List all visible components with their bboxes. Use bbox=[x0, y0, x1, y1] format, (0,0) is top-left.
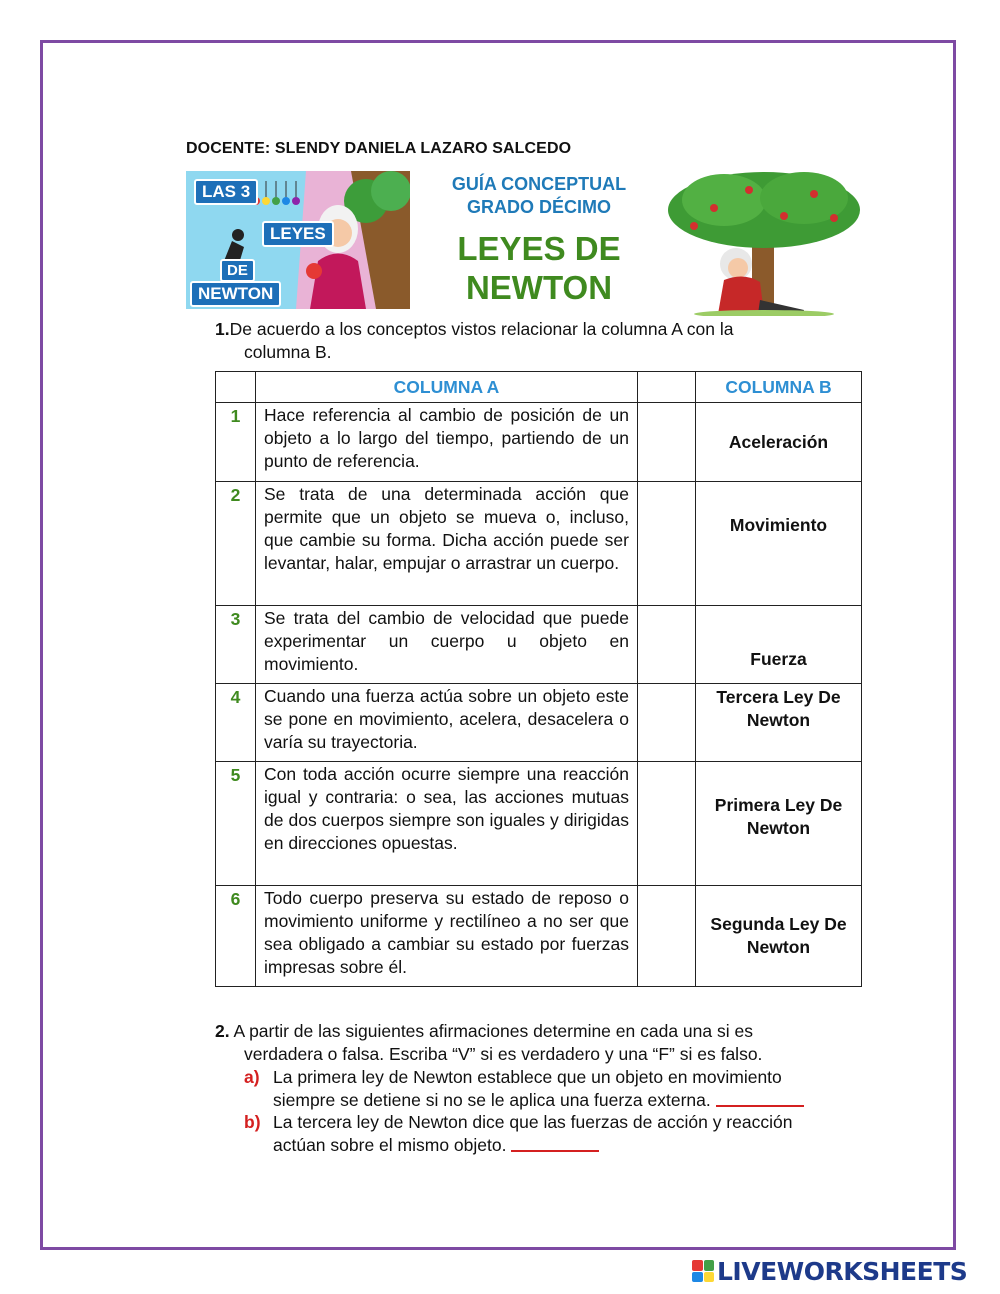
row-description: Con toda acción ocurre siempre una reacción igual y contraria: o sea, las acciones mutuas de dos cuerpos siempre son iguales y dirigidas en direcciones opuestas. bbox=[256, 762, 638, 886]
question-1-number: 1. bbox=[215, 319, 230, 339]
guide-line-1: GUÍA CONCEPTUAL bbox=[451, 174, 627, 194]
brand-name: LIVEWORKSHEETS bbox=[717, 1256, 968, 1286]
question-2-text-line-2: verdadera o falsa. Escriba “V” si es verdadero y una “F” si es falso. bbox=[244, 1044, 763, 1064]
answer-box[interactable] bbox=[638, 762, 696, 886]
row-number: 1 bbox=[216, 403, 256, 482]
banner-text-1: LAS 3 bbox=[194, 179, 258, 205]
liveworksheets-logo bbox=[692, 1254, 967, 1288]
row-description: Todo cuerpo preserva su estado de reposo o movimiento uniforme y rectilíneo a no ser que sea obligado a cambiar su estado por fuerzas impresas sobre él. bbox=[256, 886, 638, 987]
question-2 bbox=[215, 1020, 861, 1066]
table-row bbox=[216, 482, 862, 606]
question-2-text-line-1: A partir de las siguientes afirmaciones determine en cada una si es bbox=[229, 1021, 753, 1041]
column-b-header: COLUMNA B bbox=[696, 372, 862, 403]
row-description: Se trata de una determinada acción que permite que un objeto se mueva o, incluso, que cambie su forma. Dicha acción puede ser levantar, halar, empujar o arrastrar un cuerpo. bbox=[256, 482, 638, 606]
row-description: Hace referencia al cambio de posición de un objeto a lo largo del tiempo, partiendo de un punto de referencia. bbox=[256, 403, 638, 482]
guide-title bbox=[424, 173, 654, 219]
table-header-row bbox=[216, 372, 862, 403]
banner-text-4: NEWTON bbox=[190, 281, 281, 307]
column-b-option: Tercera Ley De Newton bbox=[696, 684, 862, 762]
answer-box[interactable] bbox=[638, 482, 696, 606]
title-line-2: NEWTON bbox=[465, 269, 613, 306]
row-number: 6 bbox=[216, 886, 256, 987]
row-number: 5 bbox=[216, 762, 256, 886]
liveworksheets-icon bbox=[692, 1260, 714, 1282]
newton-laws-banner-image bbox=[186, 171, 410, 309]
answer-box[interactable] bbox=[638, 403, 696, 482]
question-2-number: 2. bbox=[215, 1021, 230, 1041]
banner-text-3: DE bbox=[220, 259, 255, 282]
row-description: Cuando una fuerza actúa sobre un objeto este se pone en movimiento, acelera, desacelera o varía su trayectoria. bbox=[256, 684, 638, 762]
row-description: Se trata del cambio de velocidad que puede experimentar un cuerpo u objeto en movimiento. bbox=[256, 606, 638, 684]
statement-b bbox=[244, 1111, 861, 1157]
statement-b-label: b) bbox=[244, 1112, 261, 1132]
row-number: 2 bbox=[216, 482, 256, 606]
statement-b-line-2: actúan sobre el mismo objeto. bbox=[273, 1135, 512, 1155]
question-1-text-line-1: De acuerdo a los conceptos vistos relacionar la columna A con la bbox=[229, 319, 734, 339]
teacher-name: DOCENTE: SLENDY DANIELA LAZARO SALCEDO bbox=[186, 140, 572, 157]
statement-a-line-1: La primera ley de Newton establece que un objeto en movimiento bbox=[273, 1067, 782, 1087]
answer-box[interactable] bbox=[638, 886, 696, 987]
column-b-option: Segunda Ley De Newton bbox=[696, 886, 862, 987]
guide-line-2: GRADO DÉCIMO bbox=[467, 197, 611, 217]
table-row bbox=[216, 684, 862, 762]
banner-text-2: LEYES bbox=[262, 221, 334, 247]
question-1 bbox=[215, 318, 861, 364]
statement-a bbox=[244, 1066, 861, 1112]
answer-b-blank[interactable] bbox=[511, 1134, 599, 1152]
title-line-1: LEYES DE bbox=[457, 230, 621, 267]
header-empty-num bbox=[216, 372, 256, 403]
column-b-option: Movimiento bbox=[696, 482, 862, 606]
newton-tree-image bbox=[664, 168, 862, 316]
row-number: 3 bbox=[216, 606, 256, 684]
answer-a-blank[interactable] bbox=[716, 1089, 804, 1107]
column-b-option: Fuerza bbox=[696, 606, 862, 684]
header-empty-answer bbox=[638, 372, 696, 403]
column-a-header: COLUMNA A bbox=[256, 372, 638, 403]
page-title bbox=[424, 229, 654, 307]
table-row bbox=[216, 403, 862, 482]
column-b-option: Aceleración bbox=[696, 403, 862, 482]
statement-b-line-1: La tercera ley de Newton dice que las fuerzas de acción y reacción bbox=[273, 1112, 793, 1132]
column-b-option: Primera Ley De Newton bbox=[696, 762, 862, 886]
row-number: 4 bbox=[216, 684, 256, 762]
table-row bbox=[216, 762, 862, 886]
table-row bbox=[216, 886, 862, 987]
table-row bbox=[216, 606, 862, 684]
statement-a-line-2: siempre se detiene si no se le aplica una fuerza externa. bbox=[273, 1090, 716, 1110]
matching-table bbox=[215, 371, 862, 987]
question-1-text-line-2: columna B. bbox=[244, 342, 332, 362]
statement-a-label: a) bbox=[244, 1067, 260, 1087]
answer-box[interactable] bbox=[638, 684, 696, 762]
answer-box[interactable] bbox=[638, 606, 696, 684]
